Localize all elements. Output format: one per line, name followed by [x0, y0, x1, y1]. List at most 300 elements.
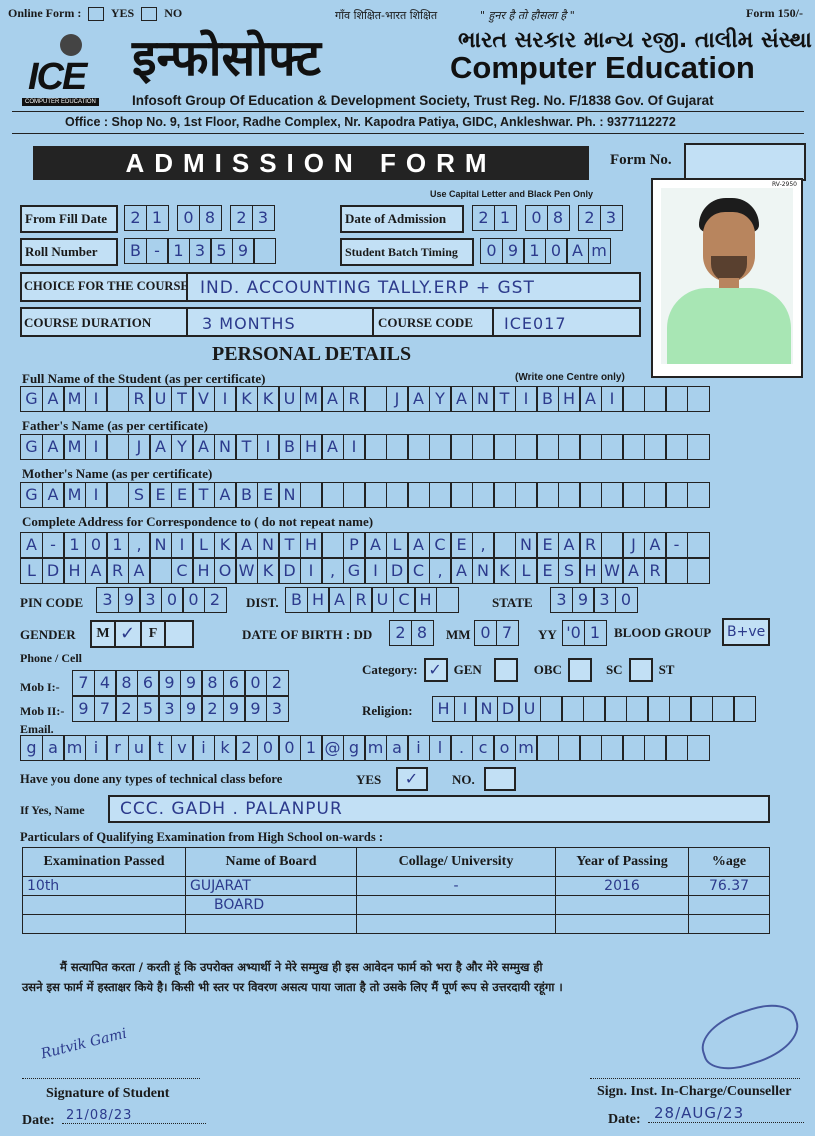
char-cell[interactable]: G	[20, 482, 43, 508]
char-cell[interactable]	[644, 386, 667, 412]
dob-dd-field[interactable]	[389, 620, 432, 646]
char-cell[interactable]: t	[149, 735, 172, 761]
char-cell[interactable]	[536, 482, 559, 508]
char-cell[interactable]: A	[20, 532, 43, 558]
char-cell[interactable]	[601, 735, 624, 761]
char-cell[interactable]: A	[42, 482, 65, 508]
char-cell[interactable]: I	[85, 386, 108, 412]
char-cell[interactable]: T	[171, 386, 194, 412]
char-cell[interactable]: 6	[223, 670, 246, 696]
cell-university[interactable]	[357, 915, 556, 934]
char-cell[interactable]: 0	[615, 587, 638, 613]
char-cell[interactable]: 0	[278, 735, 301, 761]
char-cell[interactable]: A	[407, 386, 430, 412]
char-cell[interactable]: i	[192, 735, 215, 761]
char-cell[interactable]: K	[235, 386, 258, 412]
char-cell[interactable]: E	[149, 482, 172, 508]
char-cell[interactable]: '0	[562, 620, 585, 646]
char-cell[interactable]	[386, 482, 409, 508]
char-cell[interactable]: N	[475, 696, 498, 722]
char-cell[interactable]: 2	[201, 696, 224, 722]
char-cell[interactable]: C	[407, 558, 430, 584]
char-cell[interactable]	[515, 434, 538, 460]
char-cell[interactable]	[407, 482, 430, 508]
char-cell[interactable]: A	[214, 482, 237, 508]
roll-number-field[interactable]	[124, 238, 275, 264]
char-cell[interactable]: H	[558, 386, 581, 412]
char-cell[interactable]: 9	[244, 696, 267, 722]
char-cell[interactable]: I	[364, 558, 387, 584]
char-cell[interactable]: R	[644, 558, 667, 584]
char-cell[interactable]: K	[257, 386, 280, 412]
char-cell[interactable]: l	[429, 735, 452, 761]
char-cell[interactable]: A	[644, 532, 667, 558]
cell-board[interactable]: BOARD	[186, 896, 357, 915]
char-cell[interactable]: L	[386, 532, 409, 558]
char-cell[interactable]	[687, 532, 710, 558]
cell-year[interactable]	[556, 915, 689, 934]
char-cell[interactable]: N	[214, 434, 237, 460]
char-cell[interactable]: u	[128, 735, 151, 761]
char-cell[interactable]: I	[343, 434, 366, 460]
char-cell[interactable]: A	[149, 434, 172, 460]
char-cell[interactable]: m	[63, 735, 86, 761]
char-cell[interactable]: 8	[201, 670, 224, 696]
char-cell[interactable]: T	[278, 532, 301, 558]
char-cell[interactable]	[364, 482, 387, 508]
char-cell[interactable]: M	[63, 386, 86, 412]
char-cell[interactable]: I	[454, 696, 477, 722]
student-date-value[interactable]: 21/08/23	[62, 1108, 206, 1124]
char-cell[interactable]: 5	[137, 696, 160, 722]
char-cell[interactable]: N	[149, 532, 172, 558]
char-cell[interactable]	[472, 482, 495, 508]
char-cell[interactable]: R	[128, 386, 151, 412]
char-cell[interactable]: H	[579, 558, 602, 584]
char-cell[interactable]: A	[128, 558, 151, 584]
char-cell[interactable]: B	[124, 238, 147, 264]
char-cell[interactable]	[536, 434, 559, 460]
char-cell[interactable]: M	[63, 482, 86, 508]
char-cell[interactable]: 1	[584, 620, 607, 646]
char-cell[interactable]: N	[515, 532, 538, 558]
char-cell[interactable]: 1	[494, 205, 517, 231]
char-cell[interactable]	[429, 434, 452, 460]
char-cell[interactable]: R	[106, 558, 129, 584]
char-cell[interactable]	[687, 558, 710, 584]
char-cell[interactable]	[665, 482, 688, 508]
char-cell[interactable]: W	[235, 558, 258, 584]
char-cell[interactable]: 0	[480, 238, 503, 264]
char-cell[interactable]	[450, 434, 473, 460]
cell-year[interactable]	[556, 896, 689, 915]
date-of-admission-field[interactable]	[472, 205, 621, 231]
char-cell[interactable]: 3	[189, 238, 212, 264]
char-cell[interactable]: D	[497, 696, 520, 722]
char-cell[interactable]: 9	[118, 587, 141, 613]
char-cell[interactable]	[579, 482, 602, 508]
char-cell[interactable]	[687, 482, 710, 508]
char-cell[interactable]: ,	[472, 532, 495, 558]
cell-university[interactable]	[357, 896, 556, 915]
char-cell[interactable]	[450, 482, 473, 508]
char-cell[interactable]: 7	[496, 620, 519, 646]
char-cell[interactable]: 2	[204, 587, 227, 613]
char-cell[interactable]	[343, 482, 366, 508]
char-cell[interactable]: 6	[137, 670, 160, 696]
char-cell[interactable]: i	[85, 735, 108, 761]
char-cell[interactable]: m	[588, 238, 611, 264]
gender-m-checkbox[interactable]: ✓	[114, 620, 142, 648]
char-cell[interactable]	[540, 696, 563, 722]
char-cell[interactable]: 3	[600, 205, 623, 231]
char-cell[interactable]: B	[235, 482, 258, 508]
char-cell[interactable]: N	[278, 482, 301, 508]
char-cell[interactable]: 0	[182, 587, 205, 613]
char-cell[interactable]: 1	[300, 735, 323, 761]
char-cell[interactable]	[601, 532, 624, 558]
cell-board[interactable]	[186, 915, 357, 934]
char-cell[interactable]: E	[171, 482, 194, 508]
char-cell[interactable]	[364, 434, 387, 460]
cell-board[interactable]: GUJARAT	[186, 877, 357, 896]
address-line-1[interactable]	[20, 532, 708, 558]
char-cell[interactable]	[493, 434, 516, 460]
char-cell[interactable]: m	[515, 735, 538, 761]
char-cell[interactable]: 0	[177, 205, 200, 231]
char-cell[interactable]: A	[622, 558, 645, 584]
char-cell[interactable]	[149, 558, 172, 584]
religion-field[interactable]	[432, 696, 755, 722]
char-cell[interactable]	[321, 482, 344, 508]
char-cell[interactable]: K	[214, 532, 237, 558]
char-cell[interactable]: 4	[94, 670, 117, 696]
char-cell[interactable]: K	[257, 558, 280, 584]
char-cell[interactable]: I	[214, 386, 237, 412]
char-cell[interactable]	[665, 386, 688, 412]
char-cell[interactable]	[665, 434, 688, 460]
char-cell[interactable]: Y	[429, 386, 452, 412]
char-cell[interactable]: I	[171, 532, 194, 558]
char-cell[interactable]: 3	[96, 587, 119, 613]
tech-yes-checkbox[interactable]: ✓	[396, 767, 428, 791]
char-cell[interactable]	[712, 696, 735, 722]
char-cell[interactable]: ,	[321, 558, 344, 584]
address-line-2[interactable]	[20, 558, 708, 584]
char-cell[interactable]: 9	[502, 238, 525, 264]
char-cell[interactable]	[622, 434, 645, 460]
char-cell[interactable]: B	[285, 587, 308, 613]
char-cell[interactable]: 1	[146, 205, 169, 231]
char-cell[interactable]: U	[371, 587, 394, 613]
char-cell[interactable]: 0	[525, 205, 548, 231]
char-cell[interactable]: 8	[115, 670, 138, 696]
char-cell[interactable]: 9	[223, 696, 246, 722]
dob-yy-field[interactable]	[562, 620, 605, 646]
char-cell[interactable]: A	[450, 558, 473, 584]
char-cell[interactable]: 9	[72, 696, 95, 722]
char-cell[interactable]: E	[450, 532, 473, 558]
from-fill-date-field[interactable]	[124, 205, 273, 231]
char-cell[interactable]: 7	[72, 670, 95, 696]
father-name-field[interactable]	[20, 434, 708, 460]
char-cell[interactable]: E	[536, 558, 559, 584]
char-cell[interactable]	[687, 735, 710, 761]
char-cell[interactable]: a	[386, 735, 409, 761]
char-cell[interactable]: O	[214, 558, 237, 584]
char-cell[interactable]: k	[214, 735, 237, 761]
char-cell[interactable]: D	[386, 558, 409, 584]
char-cell[interactable]: G	[20, 434, 43, 460]
cell-percent[interactable]	[689, 915, 770, 934]
char-cell[interactable]: 0	[161, 587, 184, 613]
cell-university[interactable]: -	[357, 877, 556, 896]
char-cell[interactable]: 0	[244, 670, 267, 696]
char-cell[interactable]: A	[566, 238, 589, 264]
char-cell[interactable]	[601, 434, 624, 460]
char-cell[interactable]: H	[300, 434, 323, 460]
char-cell[interactable]: 9	[180, 696, 203, 722]
cell-percent[interactable]: 76.37	[689, 877, 770, 896]
char-cell[interactable]	[407, 434, 430, 460]
char-cell[interactable]	[690, 696, 713, 722]
char-cell[interactable]: 9	[158, 670, 181, 696]
char-cell[interactable]	[253, 238, 276, 264]
char-cell[interactable]: T	[235, 434, 258, 460]
char-cell[interactable]: U	[278, 386, 301, 412]
char-cell[interactable]: E	[536, 532, 559, 558]
char-cell[interactable]: N	[472, 558, 495, 584]
char-cell[interactable]	[579, 735, 602, 761]
char-cell[interactable]	[665, 735, 688, 761]
char-cell[interactable]	[687, 434, 710, 460]
char-cell[interactable]	[644, 434, 667, 460]
char-cell[interactable]: A	[85, 558, 108, 584]
char-cell[interactable]: U	[149, 386, 172, 412]
char-cell[interactable]	[106, 434, 129, 460]
char-cell[interactable]: T	[192, 482, 215, 508]
char-cell[interactable]: 7	[94, 696, 117, 722]
char-cell[interactable]: C	[393, 587, 416, 613]
char-cell[interactable]: A	[42, 386, 65, 412]
char-cell[interactable]: 1	[167, 238, 190, 264]
pin-code-field[interactable]	[96, 587, 225, 613]
char-cell[interactable]: A	[192, 434, 215, 460]
char-cell[interactable]: 2	[472, 205, 495, 231]
char-cell[interactable]: 2	[115, 696, 138, 722]
mob2-field[interactable]	[72, 696, 287, 722]
char-cell[interactable]: H	[300, 532, 323, 558]
char-cell[interactable]: 0	[85, 532, 108, 558]
char-cell[interactable]: R	[343, 386, 366, 412]
char-cell[interactable]: L	[20, 558, 43, 584]
char-cell[interactable]: R	[350, 587, 373, 613]
char-cell[interactable]: A	[321, 434, 344, 460]
char-cell[interactable]: ,	[128, 532, 151, 558]
category-gen-checkbox[interactable]: ✓	[424, 658, 448, 682]
char-cell[interactable]: P	[343, 532, 366, 558]
char-cell[interactable]	[579, 434, 602, 460]
char-cell[interactable]: 2	[266, 670, 289, 696]
category-sc-checkbox[interactable]	[568, 658, 592, 682]
cell-exam[interactable]	[23, 915, 186, 934]
char-cell[interactable]	[644, 482, 667, 508]
char-cell[interactable]	[622, 386, 645, 412]
char-cell[interactable]	[622, 735, 645, 761]
char-cell[interactable]: M	[300, 386, 323, 412]
char-cell[interactable]: A	[450, 386, 473, 412]
char-cell[interactable]: I	[85, 434, 108, 460]
char-cell[interactable]: S	[128, 482, 151, 508]
char-cell[interactable]	[558, 735, 581, 761]
char-cell[interactable]: H	[307, 587, 330, 613]
char-cell[interactable]	[106, 482, 129, 508]
char-cell[interactable]	[515, 482, 538, 508]
char-cell[interactable]: E	[257, 482, 280, 508]
char-cell[interactable]	[558, 482, 581, 508]
char-cell[interactable]: 8	[547, 205, 570, 231]
char-cell[interactable]	[386, 434, 409, 460]
char-cell[interactable]	[622, 482, 645, 508]
char-cell[interactable]: N	[472, 386, 495, 412]
char-cell[interactable]: 5	[210, 238, 233, 264]
char-cell[interactable]: B	[536, 386, 559, 412]
char-cell[interactable]: S	[558, 558, 581, 584]
char-cell[interactable]: G	[343, 558, 366, 584]
char-cell[interactable]	[429, 482, 452, 508]
mother-name-field[interactable]	[20, 482, 708, 508]
char-cell[interactable]: 1	[523, 238, 546, 264]
char-cell[interactable]: 3	[550, 587, 573, 613]
char-cell[interactable]: G	[20, 386, 43, 412]
char-cell[interactable]	[583, 696, 606, 722]
full-name-field[interactable]	[20, 386, 708, 412]
char-cell[interactable]: .	[450, 735, 473, 761]
char-cell[interactable]: I	[601, 386, 624, 412]
char-cell[interactable]: 1	[63, 532, 86, 558]
course-code-value[interactable]: ICE017	[504, 314, 567, 333]
char-cell[interactable]	[321, 532, 344, 558]
category-obc-checkbox[interactable]	[494, 658, 518, 682]
char-cell[interactable]: 1	[106, 532, 129, 558]
cell-exam[interactable]: 10th	[23, 877, 186, 896]
char-cell[interactable]: A	[407, 532, 430, 558]
char-cell[interactable]	[493, 482, 516, 508]
char-cell[interactable]: A	[364, 532, 387, 558]
char-cell[interactable]: -	[146, 238, 169, 264]
incharge-date-value[interactable]: 28/AUG/23	[648, 1104, 804, 1123]
char-cell[interactable]	[493, 532, 516, 558]
char-cell[interactable]: 9	[180, 670, 203, 696]
char-cell[interactable]: i	[407, 735, 430, 761]
char-cell[interactable]: W	[601, 558, 624, 584]
char-cell[interactable]: 0	[545, 238, 568, 264]
char-cell[interactable]: g	[343, 735, 366, 761]
char-cell[interactable]: L	[515, 558, 538, 584]
char-cell[interactable]: 2	[578, 205, 601, 231]
char-cell[interactable]	[647, 696, 670, 722]
char-cell[interactable]: A	[558, 532, 581, 558]
state-field[interactable]	[550, 587, 636, 613]
char-cell[interactable]: g	[20, 735, 43, 761]
char-cell[interactable]: 2	[124, 205, 147, 231]
char-cell[interactable]: -	[665, 532, 688, 558]
char-cell[interactable]: D	[278, 558, 301, 584]
char-cell[interactable]: J	[386, 386, 409, 412]
char-cell[interactable]: r	[106, 735, 129, 761]
char-cell[interactable]: N	[257, 532, 280, 558]
char-cell[interactable]: c	[472, 735, 495, 761]
char-cell[interactable]	[601, 482, 624, 508]
char-cell[interactable]	[669, 696, 692, 722]
char-cell[interactable]: 3	[158, 696, 181, 722]
char-cell[interactable]	[364, 386, 387, 412]
char-cell[interactable]: H	[63, 558, 86, 584]
char-cell[interactable]: J	[622, 532, 645, 558]
dob-mm-field[interactable]	[474, 620, 517, 646]
char-cell[interactable]: T	[493, 386, 516, 412]
char-cell[interactable]: C	[429, 532, 452, 558]
char-cell[interactable]: 0	[474, 620, 497, 646]
char-cell[interactable]: -	[42, 532, 65, 558]
char-cell[interactable]	[472, 434, 495, 460]
char-cell[interactable]: C	[171, 558, 194, 584]
char-cell[interactable]	[106, 386, 129, 412]
char-cell[interactable]	[300, 482, 323, 508]
char-cell[interactable]	[626, 696, 649, 722]
char-cell[interactable]: 8	[199, 205, 222, 231]
char-cell[interactable]: 2	[230, 205, 253, 231]
char-cell[interactable]: v	[171, 735, 194, 761]
char-cell[interactable]: 0	[257, 735, 280, 761]
char-cell[interactable]: I	[85, 482, 108, 508]
char-cell[interactable]	[561, 696, 584, 722]
tech-no-checkbox[interactable]	[484, 767, 516, 791]
char-cell[interactable]: V	[192, 386, 215, 412]
char-cell[interactable]: R	[579, 532, 602, 558]
char-cell[interactable]: o	[493, 735, 516, 761]
char-cell[interactable]: @	[321, 735, 344, 761]
char-cell[interactable]: H	[432, 696, 455, 722]
char-cell[interactable]: K	[493, 558, 516, 584]
char-cell[interactable]: a	[42, 735, 65, 761]
char-cell[interactable]: I	[515, 386, 538, 412]
form-no-field[interactable]	[684, 143, 806, 181]
char-cell[interactable]: B	[278, 434, 301, 460]
char-cell[interactable]: A	[328, 587, 351, 613]
char-cell[interactable]: I	[300, 558, 323, 584]
char-cell[interactable]	[604, 696, 627, 722]
char-cell[interactable]: H	[414, 587, 437, 613]
cell-exam[interactable]	[23, 896, 186, 915]
online-yes-checkbox[interactable]	[88, 7, 104, 21]
char-cell[interactable]: ,	[429, 558, 452, 584]
cell-year[interactable]: 2016	[556, 877, 689, 896]
char-cell[interactable]	[687, 386, 710, 412]
char-cell[interactable]	[536, 735, 559, 761]
char-cell[interactable]: A	[42, 434, 65, 460]
char-cell[interactable]: L	[192, 532, 215, 558]
char-cell[interactable]: m	[364, 735, 387, 761]
char-cell[interactable]: 3	[252, 205, 275, 231]
online-no-checkbox[interactable]	[141, 7, 157, 21]
char-cell[interactable]: Y	[171, 434, 194, 460]
char-cell[interactable]: 2	[389, 620, 412, 646]
char-cell[interactable]: J	[128, 434, 151, 460]
char-cell[interactable]: I	[257, 434, 280, 460]
if-yes-field[interactable]: CCC. GADH . PALANPUR	[108, 795, 770, 823]
char-cell[interactable]: A	[235, 532, 258, 558]
